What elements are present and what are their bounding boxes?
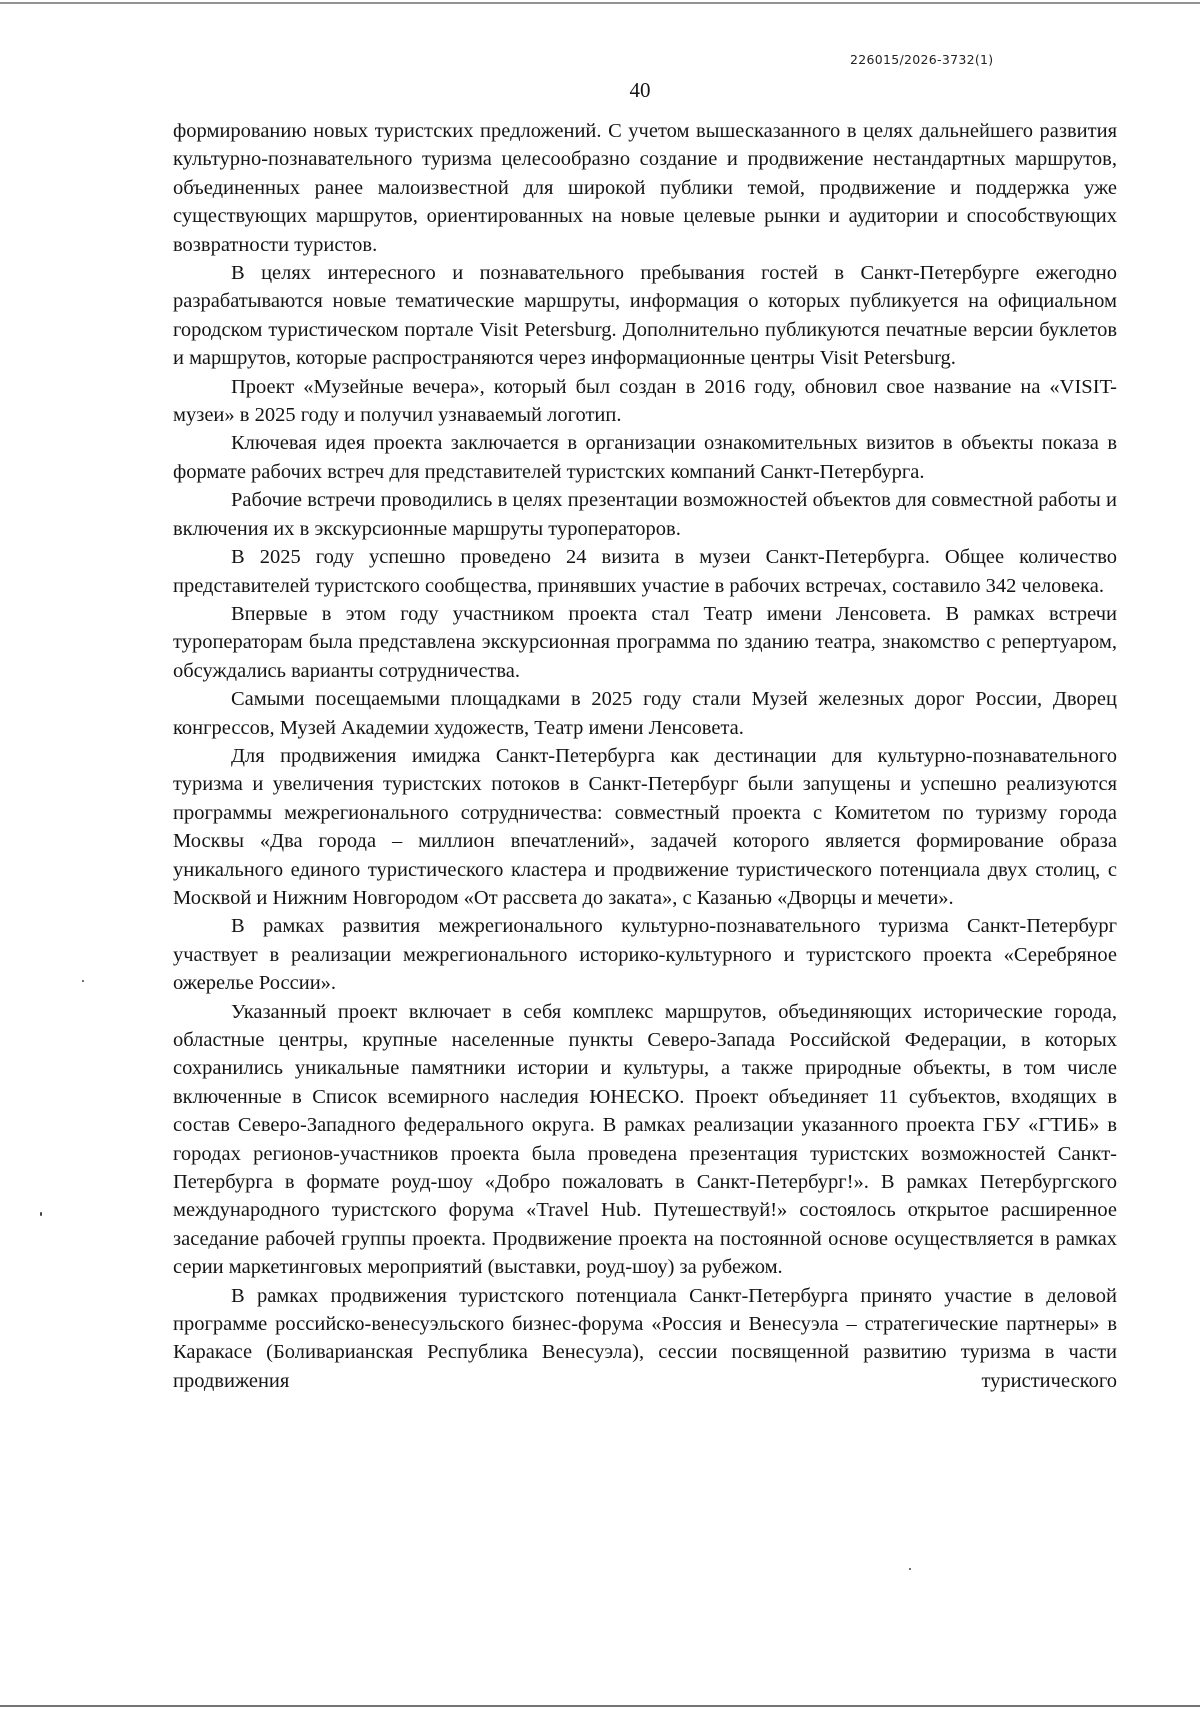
paragraph-museum-evenings: Проект «Музейные вечера», который был создан в 2016 году, обновил свое название на «VISIT-музеи» в 2025 году и получил узнаваемый логотип. <box>173 375 1117 427</box>
paragraph-key-idea: Ключевая идея проекта заключается в организации ознакомительных визитов в объекты показа в формате рабочих встреч для представителей туристских компаний Санкт-Петербурга. <box>173 432 1117 483</box>
scan-bottom-edge <box>0 1705 1200 1707</box>
scan-speck <box>40 1212 42 1216</box>
scan-top-edge <box>0 2 1200 4</box>
paragraph-project-routes: Указанный проект включает в себя комплекс маршрутов, объединяющих исторические города, областные центры, крупные населенные пункты Северо-Запада Российской Федерации, в которых сохранились уникальные памятники истории и культуры, а также природные объекты, в том числе включенные в Список всемирного наследия ЮНЕСКО. Проект объединяет 11 субъектов, входящих в состав Северо-Западного федерального округа. В рамках реализации указанного проекта ГБУ «ГТИБ» в городах регионов-участников проекта была проведена презентация туристских возможностей Санкт-Петербурга в формате роуд-шоу «Добро пожаловать в Санкт-Петербург!». В рамках Петербургского международного туристского форума «Travel Hub. Путешествуй!» состоялось открытое расширенное заседание рабочей группы проекта. Продвижение проекта на постоянной основе осуществляется в рамках серии маркетинговых мероприятий (выставки, роуд-шоу) за рубежом. <box>173 1000 1117 1279</box>
document-body <box>173 117 1117 1395</box>
paragraph-interregional-cooperation: Для продвижения имиджа Санкт-Петербурга как дестинации для культурно-познавательного туризма и увеличения туристских потоков в Санкт-Петербург были запущены и успешно реализуются программы межрегионального сотрудничества: совместный проекта с Комитетом по туризму города Москвы «Два города – миллион впечатлений», задачей которого является формирование образа уникального единого туристического кластера и продвижение туристического потенциала двух столиц, с Москвой и Нижним Новгородом «От рассвета до заката», с Казанью «Дворцы и мечети». <box>173 744 1117 909</box>
paragraph-most-visited: Самыми посещаемыми площадками в 2025 году стали Музей железных дорог России, Дворец конгрессов, Музей Академии художеств, Театр имени Ленсовета. <box>173 688 1117 739</box>
scan-speck <box>909 1568 911 1570</box>
scan-speck <box>82 980 84 982</box>
document-registration-number: 226015/2026-3732(1) <box>850 52 994 67</box>
paragraph-tourist-offers: формированию новых туристских предложений. С учетом вышесказанного в целях дальнейшего развития культурно-познавательного туризма целесообразно создание и продвижение нестандартных маршрутов, объединенных ранее малоизвестной для широкой публики темой, продвижение и поддержка уже существующих маршрутов, ориентированных на новые целевые рынки и аудитории и способствующих возвратности туристов. <box>173 120 1117 256</box>
paragraph-venezuela-forum: В рамках продвижения туристского потенциала Санкт-Петербурга принято участие в деловой программе российско-венесуэльского бизнес-форума «Россия и Венесуэла – стратегические партнеры» в Каракасе (Боливарианская Республика Венесуэла), сессии посвященной развитию туризма в части продвижения туристического <box>173 1284 1117 1392</box>
paragraph-visits-2025: В 2025 году успешно проведено 24 визита в музеи Санкт-Петербурга. Общее количество представителей туристского сообщества, принявших участие в рабочих встречах, составило 342 человека. <box>173 546 1117 597</box>
paragraph-lensovet-theatre: Впервые в этом году участником проекта стал Театр имени Ленсовета. В рамках встречи туроператорам была представлена экскурсионная программа по зданию театра, знакомство с репертуаром, обсуждались варианты сотрудничества. <box>173 602 1117 682</box>
paragraph-thematic-routes: В целях интересного и познавательного пребывания гостей в Санкт-Петербурге ежегодно разрабатываются новые тематические маршруты, информация о которых публикуется на официальном городском туристическом портале Visit Petersburg. Дополнительно публикуются печатные версии буклетов и маршрутов, которые распространяются через информационные центры Visit Petersburg. <box>173 262 1117 370</box>
page-number: 40 <box>629 78 651 102</box>
paragraph-working-meetings: Рабочие встречи проводились в целях презентации возможностей объектов для совместной работы и включения их в экскурсионные маршруты туроператоров. <box>173 489 1117 540</box>
paragraph-silver-necklace: В рамках развития межрегионального культурно-познавательного туризма Санкт-Петербург участвует в реализации межрегионального историко-культурного и туристского проекта «Серебряное ожерелье России». <box>173 915 1117 995</box>
